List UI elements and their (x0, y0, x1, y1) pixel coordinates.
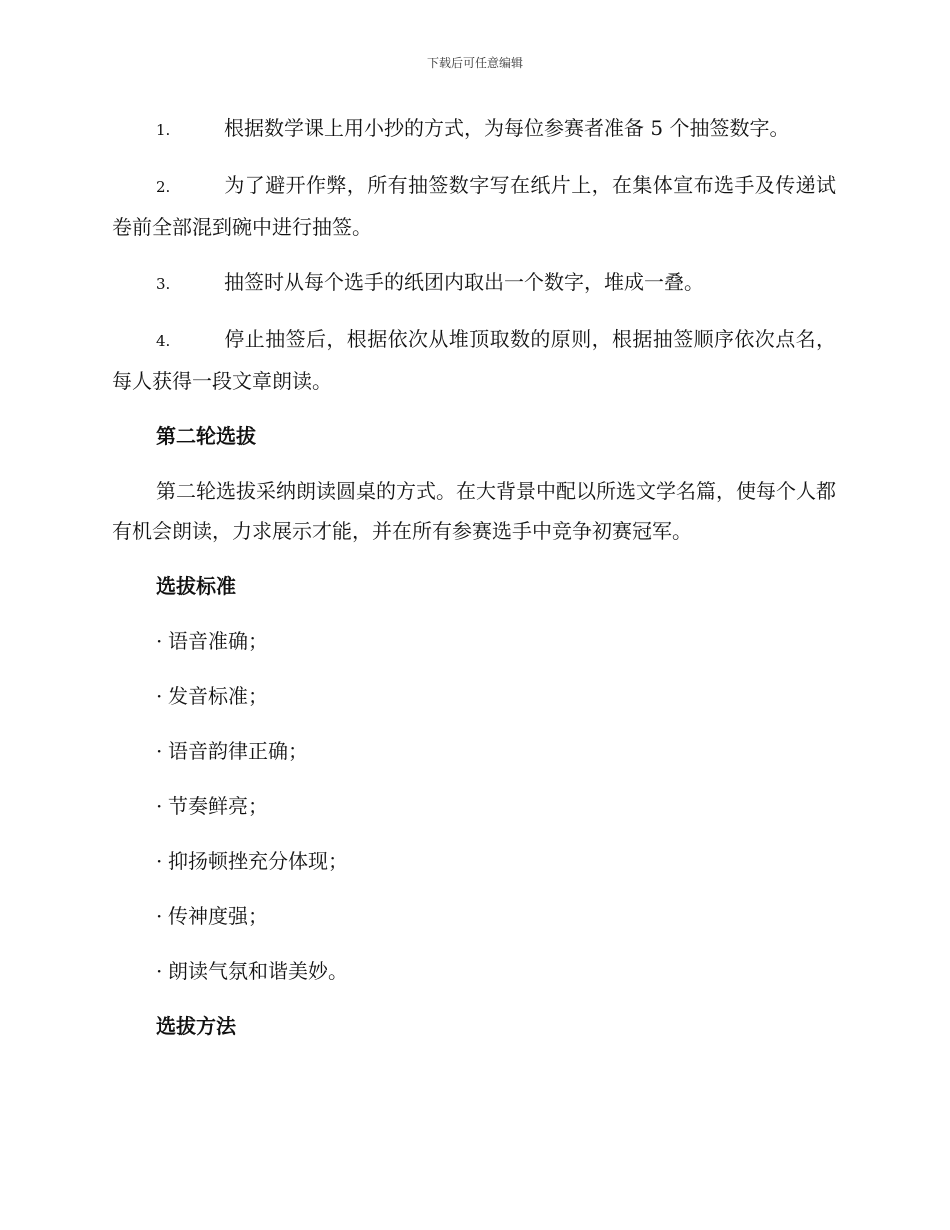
bullet-symbol: · (156, 684, 163, 708)
criteria-item (112, 676, 836, 716)
step-item (112, 165, 836, 247)
criteria-text: 抑扬顿挫充分体现； (168, 849, 348, 873)
section-heading-method: 选拔方法 (156, 1014, 236, 1038)
criteria-text: 传神度强； (168, 904, 268, 928)
bullet-symbol: · (156, 959, 163, 983)
criteria-item (112, 951, 836, 991)
criteria-text: 语音准确； (168, 629, 268, 653)
criteria-text: 节奏鲜亮； (168, 794, 268, 818)
criteria-item (112, 786, 836, 826)
criteria-item (112, 731, 836, 771)
criteria-text: 朗读气氛和谐美妙。 (168, 959, 348, 983)
round2-paragraph: 第二轮选拔采纳朗读圆桌的方式。在大背景中配以所选文学名篇，使每个人都有机会朗读，力求展示才能，并在所有参赛选手中竞争初赛冠军。 (112, 479, 836, 543)
step-text: 为了避开作弊，所有抽签数字写在纸片上，在集体宣布选手及传递试卷前全部混到碗中进行抽签。 (112, 173, 836, 239)
bullet-symbol: · (156, 739, 163, 763)
section-heading-criteria: 选拔标准 (156, 574, 236, 598)
criteria-item (112, 621, 836, 661)
document-body (112, 108, 836, 1061)
step-number: 4. (156, 332, 171, 350)
step-text: 根据数学课上用小抄的方式，为每位参赛者准备 5 个抽签数字。 (224, 116, 790, 140)
step-number: 1. (156, 121, 171, 139)
step-number: 2. (156, 178, 171, 196)
criteria-item (112, 841, 836, 881)
page-header: 下载后可任意编辑 (426, 56, 523, 70)
step-item (112, 108, 836, 150)
bullet-symbol: · (156, 794, 163, 818)
step-text: 停止抽签后，根据依次从堆顶取数的原则，根据抽签顺序依次点名，每人获得一段文章朗读。 (112, 327, 836, 393)
criteria-text: 语音韵律正确； (168, 739, 308, 763)
criteria-item (112, 896, 836, 936)
bullet-symbol: · (156, 629, 163, 653)
bullet-symbol: · (156, 849, 163, 873)
step-text: 抽签时从每个选手的纸团内取出一个数字，堆成一叠。 (224, 270, 704, 294)
section-heading-round2: 第二轮选拔 (156, 424, 256, 448)
step-number: 3. (156, 275, 171, 293)
criteria-text: 发音标准； (168, 684, 268, 708)
step-item (112, 262, 836, 304)
step-item (112, 319, 836, 401)
bullet-symbol: · (156, 904, 163, 928)
